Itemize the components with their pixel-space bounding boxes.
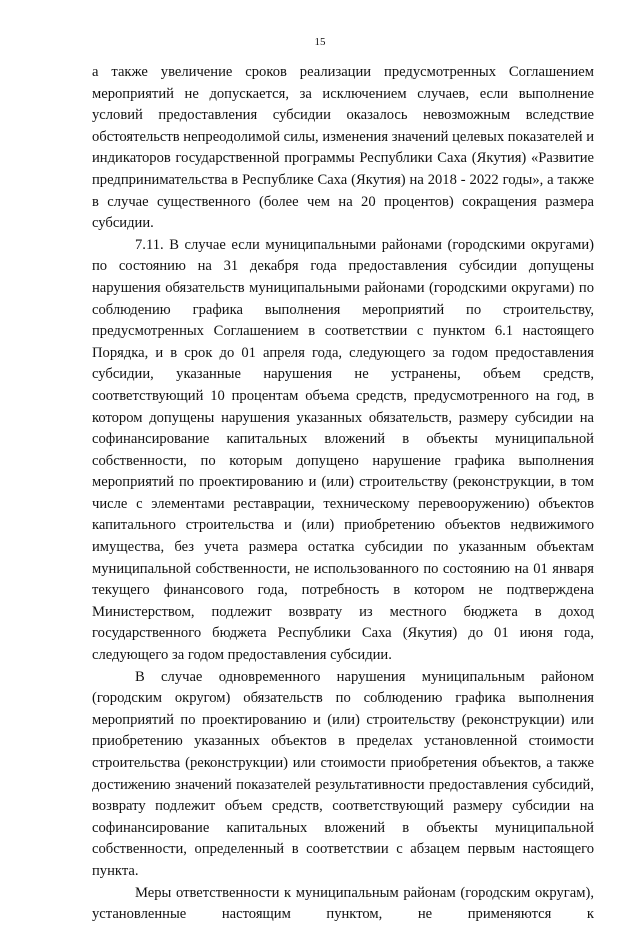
paragraph-responsibility-measures: Меры ответственности к муниципальным районам (городским округам), установленные настоящим пунктом, не применяются к: [92, 884, 594, 923]
paragraph-simultaneous-violation: В случае одновременного нарушения муниципальным районом (городским округом) обязательств по соблюдению графика выполнения мероприятий по проектированию и (или) строительству (реконструкции) или приобретению указанных объектов в пределах установленной стоимости строительства (реконструкции) или стоимости приобретения объектов, а также достижению значений показателей результативности предоставления субсидий, возврату подлежит объем средств, соответствующий размеру субсидии на софинансирование капитальных вложений в объекты муниципальной собственности, определенный в соответствии с абзацем первым настоящего пункта.: [92, 668, 594, 879]
paragraph-continuation: а также увеличение сроков реализации предусмотренных Соглашением мероприятий не допускается, за исключением случаев, если выполнение условий предоставления субсидии оказалось невозможным вследствие обстоятельств непреодолимой силы, изменения значений целевых показателей и индикаторов государственной программы Республики Саха (Якутия) «Развитие предпринимательства в Республике Саха (Якутия) на 2018 - 2022 годы», а также в случае существенного (более чем на 20 процентов) сокращения размера субсидии.: [92, 64, 594, 232]
document-body: [92, 62, 594, 926]
paragraph-7-11: 7.11. В случае если муниципальными районами (городскими округами) по состоянию на 31 декабря года предоставления субсидии допущены нарушения обязательств муниципальными районами (городскими округами) по соблюдению графика выполнения мероприятий по строительству, предусмотренных Соглашением в соответствии с пунктом 6.1 настоящего Порядка, и в срок до 01 апреля года, следующего за годом предоставления субсидии, указанные нарушения не устранены, объем средств, соответствующий 10 процентам объема средств, предусмотренного на год, в котором допущены нарушения указанных обязательств, размеру субсидии на софинансирование капитальных вложений в объекты муниципальной собственности, по которым допущено нарушение графика выполнения мероприятий по проектированию и (или) строительству (реконструкции, в том числе с элементами реставрации, техническому перевооружению) объектов капитального строительства и (или) приобретению объектов недвижимого имущества, без учета размера остатка субсидии по указанным объектам муниципальной собственности, не использованного по состоянию на 01 января текущего финансового года, потребность в котором не подтверждена Министерством, подлежит возврату из местного бюджета в доход государственного бюджета Республики Саха (Якутия) до 01 июня года, следующего за годом предоставления субсидии.: [92, 236, 594, 664]
page-number: 15: [314, 36, 326, 48]
